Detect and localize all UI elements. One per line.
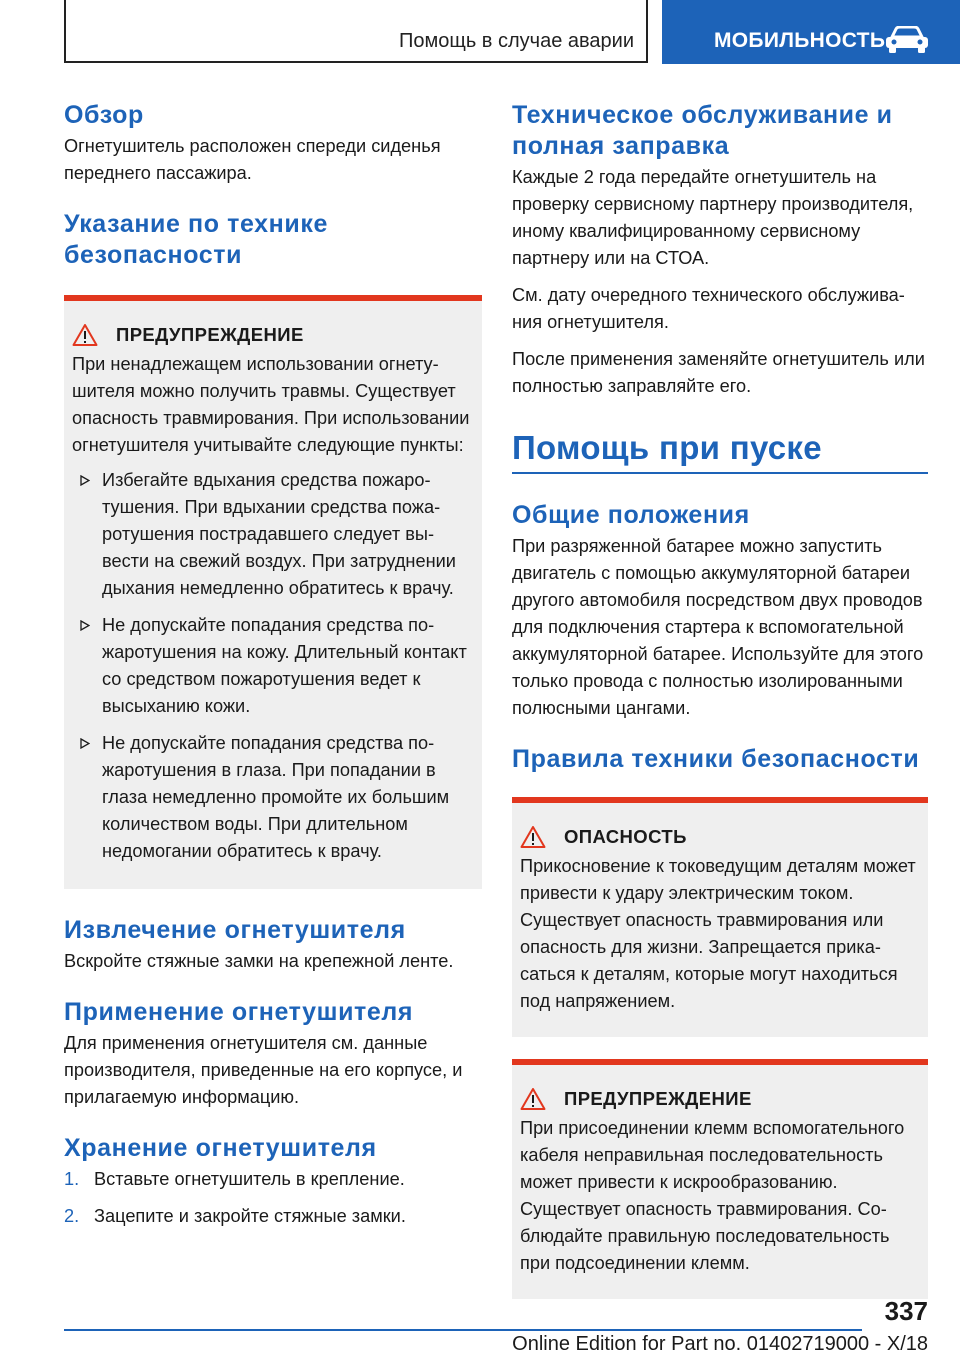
warning-triangle-icon xyxy=(72,323,98,347)
warning-2-title: ПРЕДУПРЕЖДЕНИЕ xyxy=(564,1088,752,1109)
list-item: Не допускайте попадания средства пожаротушения на кожу. Длительный контакт со средством пожаротушения ведет к высыханию кожи. xyxy=(72,612,474,720)
list-item: 2. Зацепите и закройте стяжные замки. xyxy=(64,1206,406,1226)
list-item: Не допускайте попадания средства пожаротушения в глаза. При попадании в глаза немедленно промойте их большим количеством воды. При длительном недомогании обратитесь к врачу. xyxy=(72,730,474,865)
warning-box xyxy=(64,295,482,889)
maintenance-text-3: После применения заменяйте огнетушитель или полностью заправляйте его. xyxy=(512,349,925,396)
tab-mobility-label: МОБИЛЬНОСТЬ xyxy=(714,29,886,52)
storage-steps xyxy=(64,1166,482,1230)
rules-heading: Правила техники безопасности xyxy=(512,745,920,773)
page-number: 337 xyxy=(884,1296,928,1326)
warning-triangle-icon xyxy=(520,825,546,849)
triangle-bullet-icon xyxy=(80,475,90,486)
danger-text: Прикосновение к токоведущим деталям может привести к удару электрическим током. Существует опасность травмирования или опасность для жизни. Запрещается прикасаться к деталям, которые могут находиться под напряжением. xyxy=(520,856,916,1011)
list-item: Избегайте вдыхания средства пожаротушения. При вдыхании средства пожаротушения пострадавшего следует вывести на свежий воздух. При затруднении дыхания немедленно обратитесь к врачу. xyxy=(72,467,474,602)
warning-bullets xyxy=(72,467,474,865)
general-text: При разряженной батарее можно запустить двигатель с помощью аккумуляторной батареи другого автомобиля посредством двух проводов для подключения стартера к вспомогательной аккумуляторной батарее. Используйте для этого только провода с полностью изолированными полюсными цангами. xyxy=(512,536,924,718)
section-title: Помощь в случае аварии xyxy=(399,30,634,52)
list-item: 1. Вставьте огнетушитель в крепление. xyxy=(64,1169,405,1189)
removal-heading: Извлечение огнетушителя xyxy=(64,916,406,944)
footer-edition: Online Edition for Part no. 01402719000 - X/18 xyxy=(512,1333,928,1355)
car-icon xyxy=(884,26,930,54)
maintenance-heading: Техническое обслуживание и полная заправка xyxy=(512,101,893,160)
triangle-bullet-icon xyxy=(80,738,90,749)
danger-title: ОПАСНОСТЬ xyxy=(564,826,687,847)
danger-box xyxy=(512,797,928,1037)
jump-start-heading: Помощь при пуске xyxy=(512,429,822,466)
warning-title: ПРЕДУПРЕЖДЕНИЕ xyxy=(116,324,304,345)
left-column xyxy=(64,100,482,1240)
safety-heading: Указание по технике безопасности xyxy=(64,210,328,269)
storage-heading: Хранение огнетушителя xyxy=(64,1134,377,1162)
removal-text: Вскройте стяжные замки на крепежной ленте. xyxy=(64,951,454,971)
right-column xyxy=(512,100,928,1299)
warning-box-2 xyxy=(512,1059,928,1299)
usage-heading: Применение огнетушителя xyxy=(64,998,414,1026)
maintenance-text-1: Каждые 2 года передайте огнетушитель на проверку сервисному партнеру производителя, иному квалифицированному сервисному партнеру или на СТОА. xyxy=(512,167,914,268)
overview-heading: Обзор xyxy=(64,101,144,129)
maintenance-text-2: См. дату очередного технического обслуживания огнетушителя. xyxy=(512,285,905,332)
footer-divider xyxy=(64,1329,862,1331)
overview-text: Огнетушитель расположен спереди сиденья переднего пассажира. xyxy=(64,136,441,183)
warning-text: При ненадлежащем использовании огнетушителя можно получить травмы. Существует опасность травмирования. При использовании огнетушителя учитывайте следующие пункты: xyxy=(72,354,470,455)
triangle-bullet-icon xyxy=(80,620,90,631)
usage-text: Для применения огнетушителя см. данные производителя, приведенные на его корпусе, и прилагаемую информацию. xyxy=(64,1033,463,1107)
tab-mobility[interactable] xyxy=(662,0,960,64)
warning-2-text: При присоединении клемм вспомогательного кабеля неправильная последовательность может привести к искрообразованию. Существует опасность травмирования. Соблюдайте правильную последовательность при подсоединении клемм. xyxy=(520,1118,905,1273)
warning-triangle-icon xyxy=(520,1087,546,1111)
general-heading: Общие положения xyxy=(512,501,750,529)
